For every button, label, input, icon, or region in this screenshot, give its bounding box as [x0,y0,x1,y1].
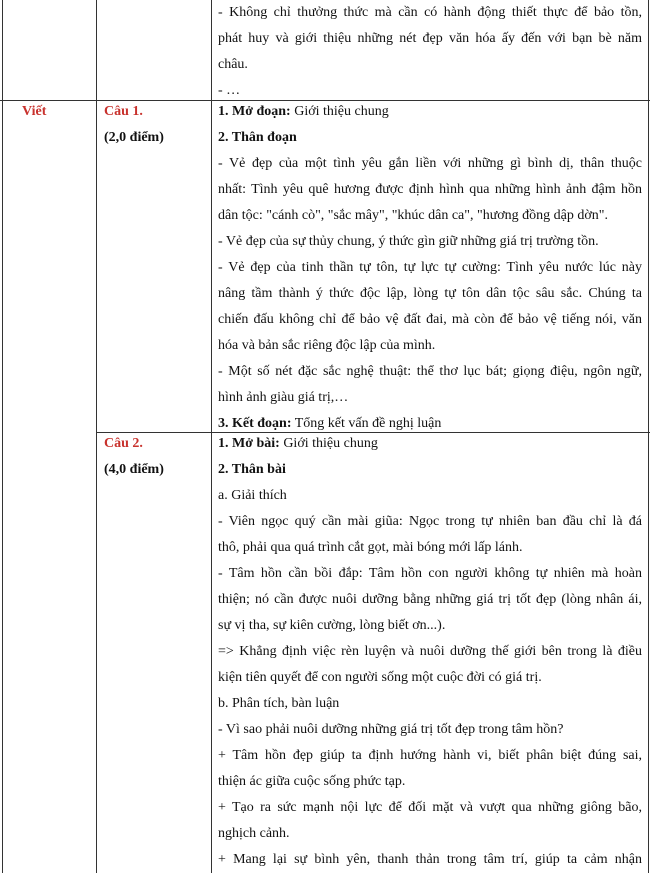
top-line-1: - Không chỉ thưởng thức mà cần có hành động thiết thực để bảo tồn, [218,5,642,20]
cau1-line-3: dân tộc: "cánh cò", "sắc mây", "khúc dân ca", "hương đồng dập dờn". [218,208,609,223]
table-border-left [2,0,3,873]
top-line-4: - … [218,83,241,98]
top-section-text [218,0,642,104]
cau1-line-8: hóa và bản sắc riêng độc lập của mình. [218,338,436,353]
top-line-3: châu. [218,57,248,72]
cau2-content [218,431,642,873]
table-border-col2 [211,0,212,873]
cau1-line-7: chiến đấu không chỉ để bảo vệ đất đai, mà còn để bảo vệ tiếng nói, văn [218,312,642,327]
cau1-line-9: - Một số nét đặc sắc nghệ thuật: thể thơ lục bát; giọng điệu, ngôn ngữ, [218,364,642,379]
cau2-line-12: thiện ác giữa cuộc sống phức tạp. [218,774,406,789]
cau1-points: (2,0 điểm) [104,130,164,145]
cau1-line-2: nhất: Tình yêu quê hương được định hình qua những hình ảnh đậm hồn [218,182,642,197]
table-border-col1 [96,0,97,873]
cau2-line-7: => Khẳng định việc rèn luyện và nuôi dưỡng thế giới bên trong là điều [218,644,642,659]
section-label-viet: Viết [22,104,47,119]
cau2-points: (4,0 điểm) [104,462,164,477]
cau2-line-14: nghịch cảnh. [218,826,290,841]
cau2-mo-bai: 1. Mở bài: Giới thiệu chung [218,436,378,451]
cau1-than-doan-heading: 2. Thân đoạn [218,130,297,145]
cau1-ket-doan: 3. Kết đoạn: Tổng kết vấn đề nghị luận [218,416,442,431]
cau2-line-4: - Tâm hồn cần bồi đắp: Tâm hồn con người không tự nhiên mà hoàn [218,566,642,581]
cau2-title: Câu 2. [104,436,143,451]
cau2-than-bai-heading: 2. Thân bài [218,462,286,477]
cau2-line-5: thiện; nó cần được nuôi dưỡng bằng những giá trị tốt đẹp (lòng nhân ái, [218,592,642,607]
cau2-line-2: - Viên ngọc quý cần mài giũa: Ngọc trong tự nhiên ban đầu chỉ là đá [218,514,642,529]
cau2-line-11: + Tâm hồn đẹp giúp ta định hướng hành vi, biết phân biệt đúng sai, [218,748,642,763]
table-border-right [648,0,649,873]
cau1-line-1: - Vẻ đẹp của một tình yêu gắn liền với những gì bình dị, thân thuộc [218,156,642,171]
cau1-title: Câu 1. [104,104,143,119]
cau1-line-6: nâng tầm thành ý thức độc lập, lòng tự tôn dân tộc sâu sắc. Chúng ta [218,286,642,301]
cau2-line-9: b. Phân tích, bàn luận [218,696,340,711]
top-line-2: phát huy và giới thiệu những nét đẹp văn hóa ấy đến với bạn bè năm [218,31,642,46]
cau2-line-6: sự vị tha, sự kiên cường, lòng biết ơn...). [218,618,446,633]
cau1-line-10: hình ảnh giàu giá trị,… [218,390,349,405]
cau2-line-8: kiện tiên quyết để con người sống một cuộc đời có giá trị. [218,670,542,685]
cau1-line-4: - Vẻ đẹp của sự thủy chung, ý thức gìn giữ những giá trị trường tồn. [218,234,599,249]
cau1-line-5: - Vẻ đẹp của tinh thần tự tôn, tự lực tự cường: Tình yêu nước lúc này [218,260,642,275]
cau2-line-13: + Tạo ra sức mạnh nội lực để đối mặt và vượt qua những giông bão, [218,800,642,815]
cau2-line-3: thô, phải qua quá trình cắt gọt, mài bóng mới lấp lánh. [218,540,523,555]
cau1-content [218,99,642,437]
cau1-mo-doan: 1. Mở đoạn: Giới thiệu chung [218,104,389,119]
cau2-line-10: - Vì sao phải nuôi dưỡng những giá trị tốt đẹp trong tâm hồn? [218,722,564,737]
cau2-line-1: a. Giải thích [218,488,287,503]
cau2-line-15: + Mang lại sự bình yên, thanh thản trong tâm trí, giúp ta cảm nhận [218,852,642,867]
